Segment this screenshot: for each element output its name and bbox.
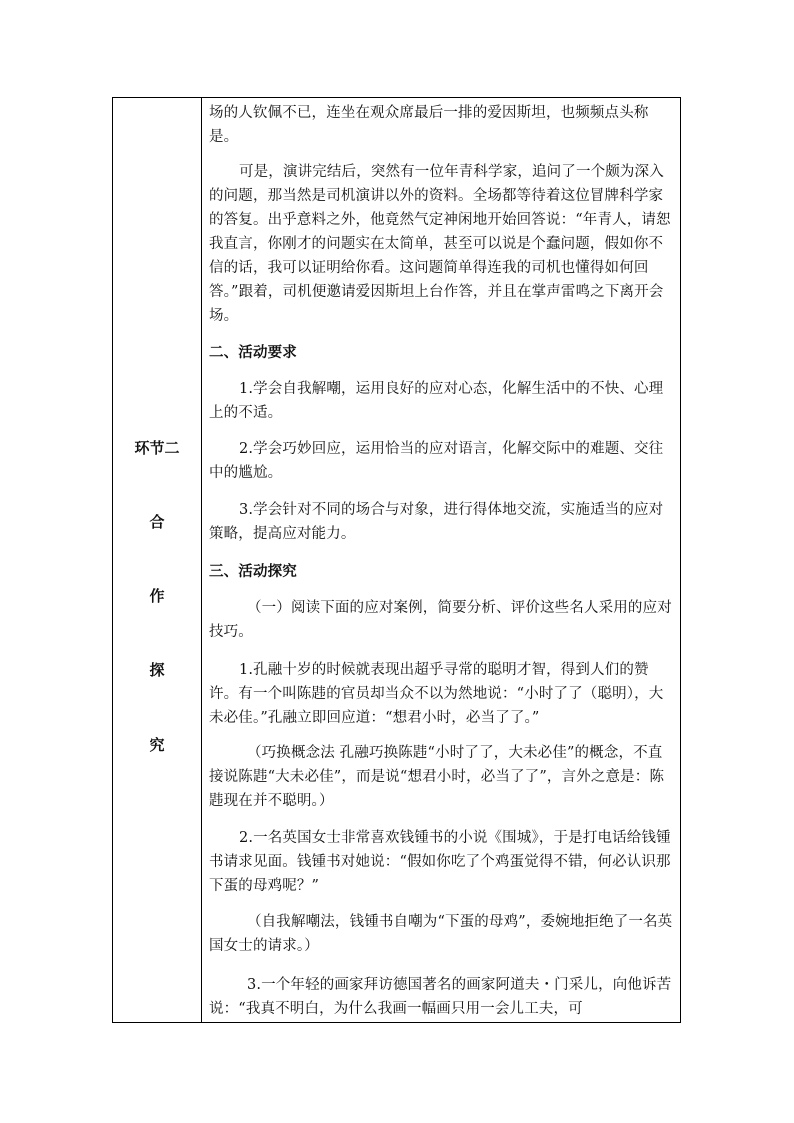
case-2-qian-zhongshu: 2.一名英国女士非常喜欢钱锺书的小说《围城》，于是打电话给钱锺书请求见面。钱锺书对她说：“假如你吃了个鸡蛋觉得不错，何必认识那下蛋的母鸡呢？” bbox=[209, 830, 671, 894]
column-divider bbox=[201, 98, 202, 1022]
lesson-table bbox=[112, 97, 681, 1023]
section-label-column bbox=[113, 98, 201, 1022]
case-1-kong-rong: 1.孔融十岁的时候就表现出超乎寻常的聪明才智，得到人们的赞许。有一个叫陈韪的官员却当众不以为然地说：“小时了了（聪明），大未必佳。”孔融立即回应道：“想君小时，必当了了。” bbox=[209, 662, 664, 726]
section-label-char-3: 探 bbox=[149, 661, 165, 679]
section-label-char-1: 合 bbox=[149, 513, 165, 531]
paragraph-story-twist: 可是，演讲完结后，突然有一位年青科学家，追问了一个颇为深入的问题，那当然是司机演讲以外的资料。全场都等待着这位冒牌科学家的答复。出乎意料之外，他竟然气定神闲地开始回答说：“年青人，请恕我直言，你刚才的问题实在太简单，甚至可以说是个蠢问题，假如你不信的话，我可以证明给你看。这问题简单得连我的司机也懂得如何回答。”跟着，司机便邀请爱因斯坦上台作答，并且在掌声雷鸣之下离开会场。 bbox=[209, 164, 671, 324]
case-3-menzel: 3.一个年轻的画家拜访德国著名的画家阿道夫・门采儿，向他诉苦说：“我真不明白，为什么我画一幅画只用一会儿工夫，可 bbox=[209, 977, 672, 1017]
heading-activity-exploration: 三、活动探究 bbox=[209, 564, 297, 580]
section-label-stage: 环节二 bbox=[134, 439, 180, 457]
case-2-analysis: （自我解嘲法，钱锺书自嘲为“下蛋的母鸡”，委婉地拒绝了一名英国女士的请求。） bbox=[209, 914, 673, 954]
section-label-char-4: 究 bbox=[149, 736, 165, 754]
paragraph-story-end: 场的人钦佩不已，连坐在观众席最后一排的爱因斯坦，也频频点头称是。 bbox=[209, 105, 649, 145]
exploration-intro: （一）阅读下面的应对案例，简要分析、评价这些名人采用的应对技巧。 bbox=[209, 600, 672, 640]
section-label-char-2: 作 bbox=[149, 587, 165, 605]
heading-activity-requirements: 二、活动要求 bbox=[209, 345, 297, 361]
requirement-2: 2.学会巧妙回应，运用恰当的应对语言，化解交际中的难题、交往中的尴尬。 bbox=[209, 441, 664, 481]
case-1-analysis: （巧换概念法 孔融巧换陈韪“小时了了，大未必佳”的概念，不直接说陈韪“大未必佳”，而是说“想君小时，必当了了”，言外之意是：陈韪现在并不聪明。） bbox=[209, 745, 665, 809]
requirement-3: 3.学会针对不同的场合与对象，进行得体地交流，实施适当的应对策略，提高应对能力。 bbox=[209, 502, 664, 542]
requirement-1: 1.学会自我解嘲，运用良好的应对心态，化解生活中的不快、心理上的不适。 bbox=[209, 381, 664, 421]
